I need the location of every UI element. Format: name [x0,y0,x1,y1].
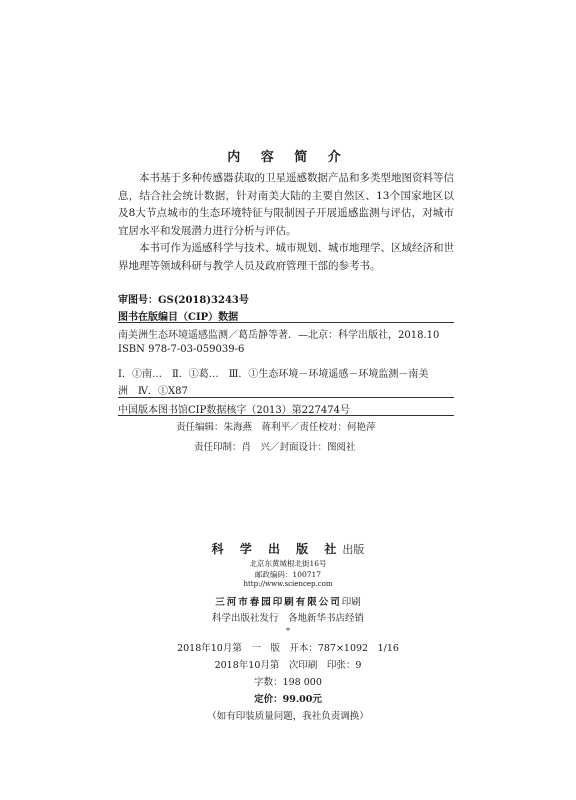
publisher-suffix: 出版 [342,543,365,556]
price [0,691,576,705]
map-review-number: 审图号：GS(2018)3243号 [118,295,249,306]
divider [118,322,454,323]
publisher-name [0,540,576,557]
cip-header: 图书在版编目（CIP）数据 [118,312,239,323]
quality-notice: （如有印装质量问题，我社负责调换） [207,711,369,722]
cip-classification-2: 洲 Ⅳ．①X87 [118,386,188,397]
summary-paragraph-2: 本书可作为遥感科学与技术、城市规划、城市地理学、区域经济和世界地理等领域科研与教学人员及政府管理干部的参考书。 [118,242,454,272]
editors-line-2: 责任印制：肖 兴／封面设计：图阅社 [194,442,356,453]
summary-title: 内 容 简 介 [227,150,349,165]
printing-info: 2018年10月第 次印刷 印张：9 [214,660,362,671]
editors-line-1: 责任编辑：朱海燕 蒋利平／责任校对：何艳萍 [176,422,376,433]
edition-info: 2018年10月第 一 版 开本：787×1092 1/16 [177,643,399,654]
price-value: 99.00元 [282,694,322,705]
divider [118,397,454,398]
publisher-logo-text: 科 学 出 版 社 [211,542,343,556]
summary-text [118,170,454,275]
separator-mark: * [286,626,290,635]
cip-title-line: 南美洲生态环境遥感监测／葛岳静等著．—北京：科学出版社，2018.10 [118,330,440,341]
price-label: 定价： [254,694,283,705]
cip-number: 中国版本图书馆CIP数据核字（2013）第227474号 [118,405,350,416]
distribution: 科学出版社发行 各地新华书店经销 [211,613,364,624]
printer-suffix: 印刷 [341,597,361,608]
printer-logo-text: 三河市春园印刷有限公司 [215,597,342,608]
word-count: 字数：198 000 [254,677,322,688]
publisher-website: http://www.sciencep.com [243,580,333,588]
divider [118,415,454,416]
publisher-postcode: 邮政编码：100717 [254,570,322,579]
publisher-address: 北京东黄城根北街16号 [249,559,327,568]
isbn: ISBN 978-7-03-059039-6 [118,344,245,355]
summary-paragraph-1: 本书基于多种传感器获取的卫星遥感数据产品和多类型地图资料等信息，结合社会统计数据，针对南美大陆的主要自然区、13个国家地区以及8大节点城市的生态环境特征与限制因子开展遥感监测与评估，对城市宜居水平和发展潜力进行分析与评估。 [118,172,454,237]
printer-name [0,594,576,608]
cip-classification-1: Ⅰ．①南… Ⅱ．①葛… Ⅲ．①生态环境－环境遥感－环境监测－南美 [118,369,429,380]
